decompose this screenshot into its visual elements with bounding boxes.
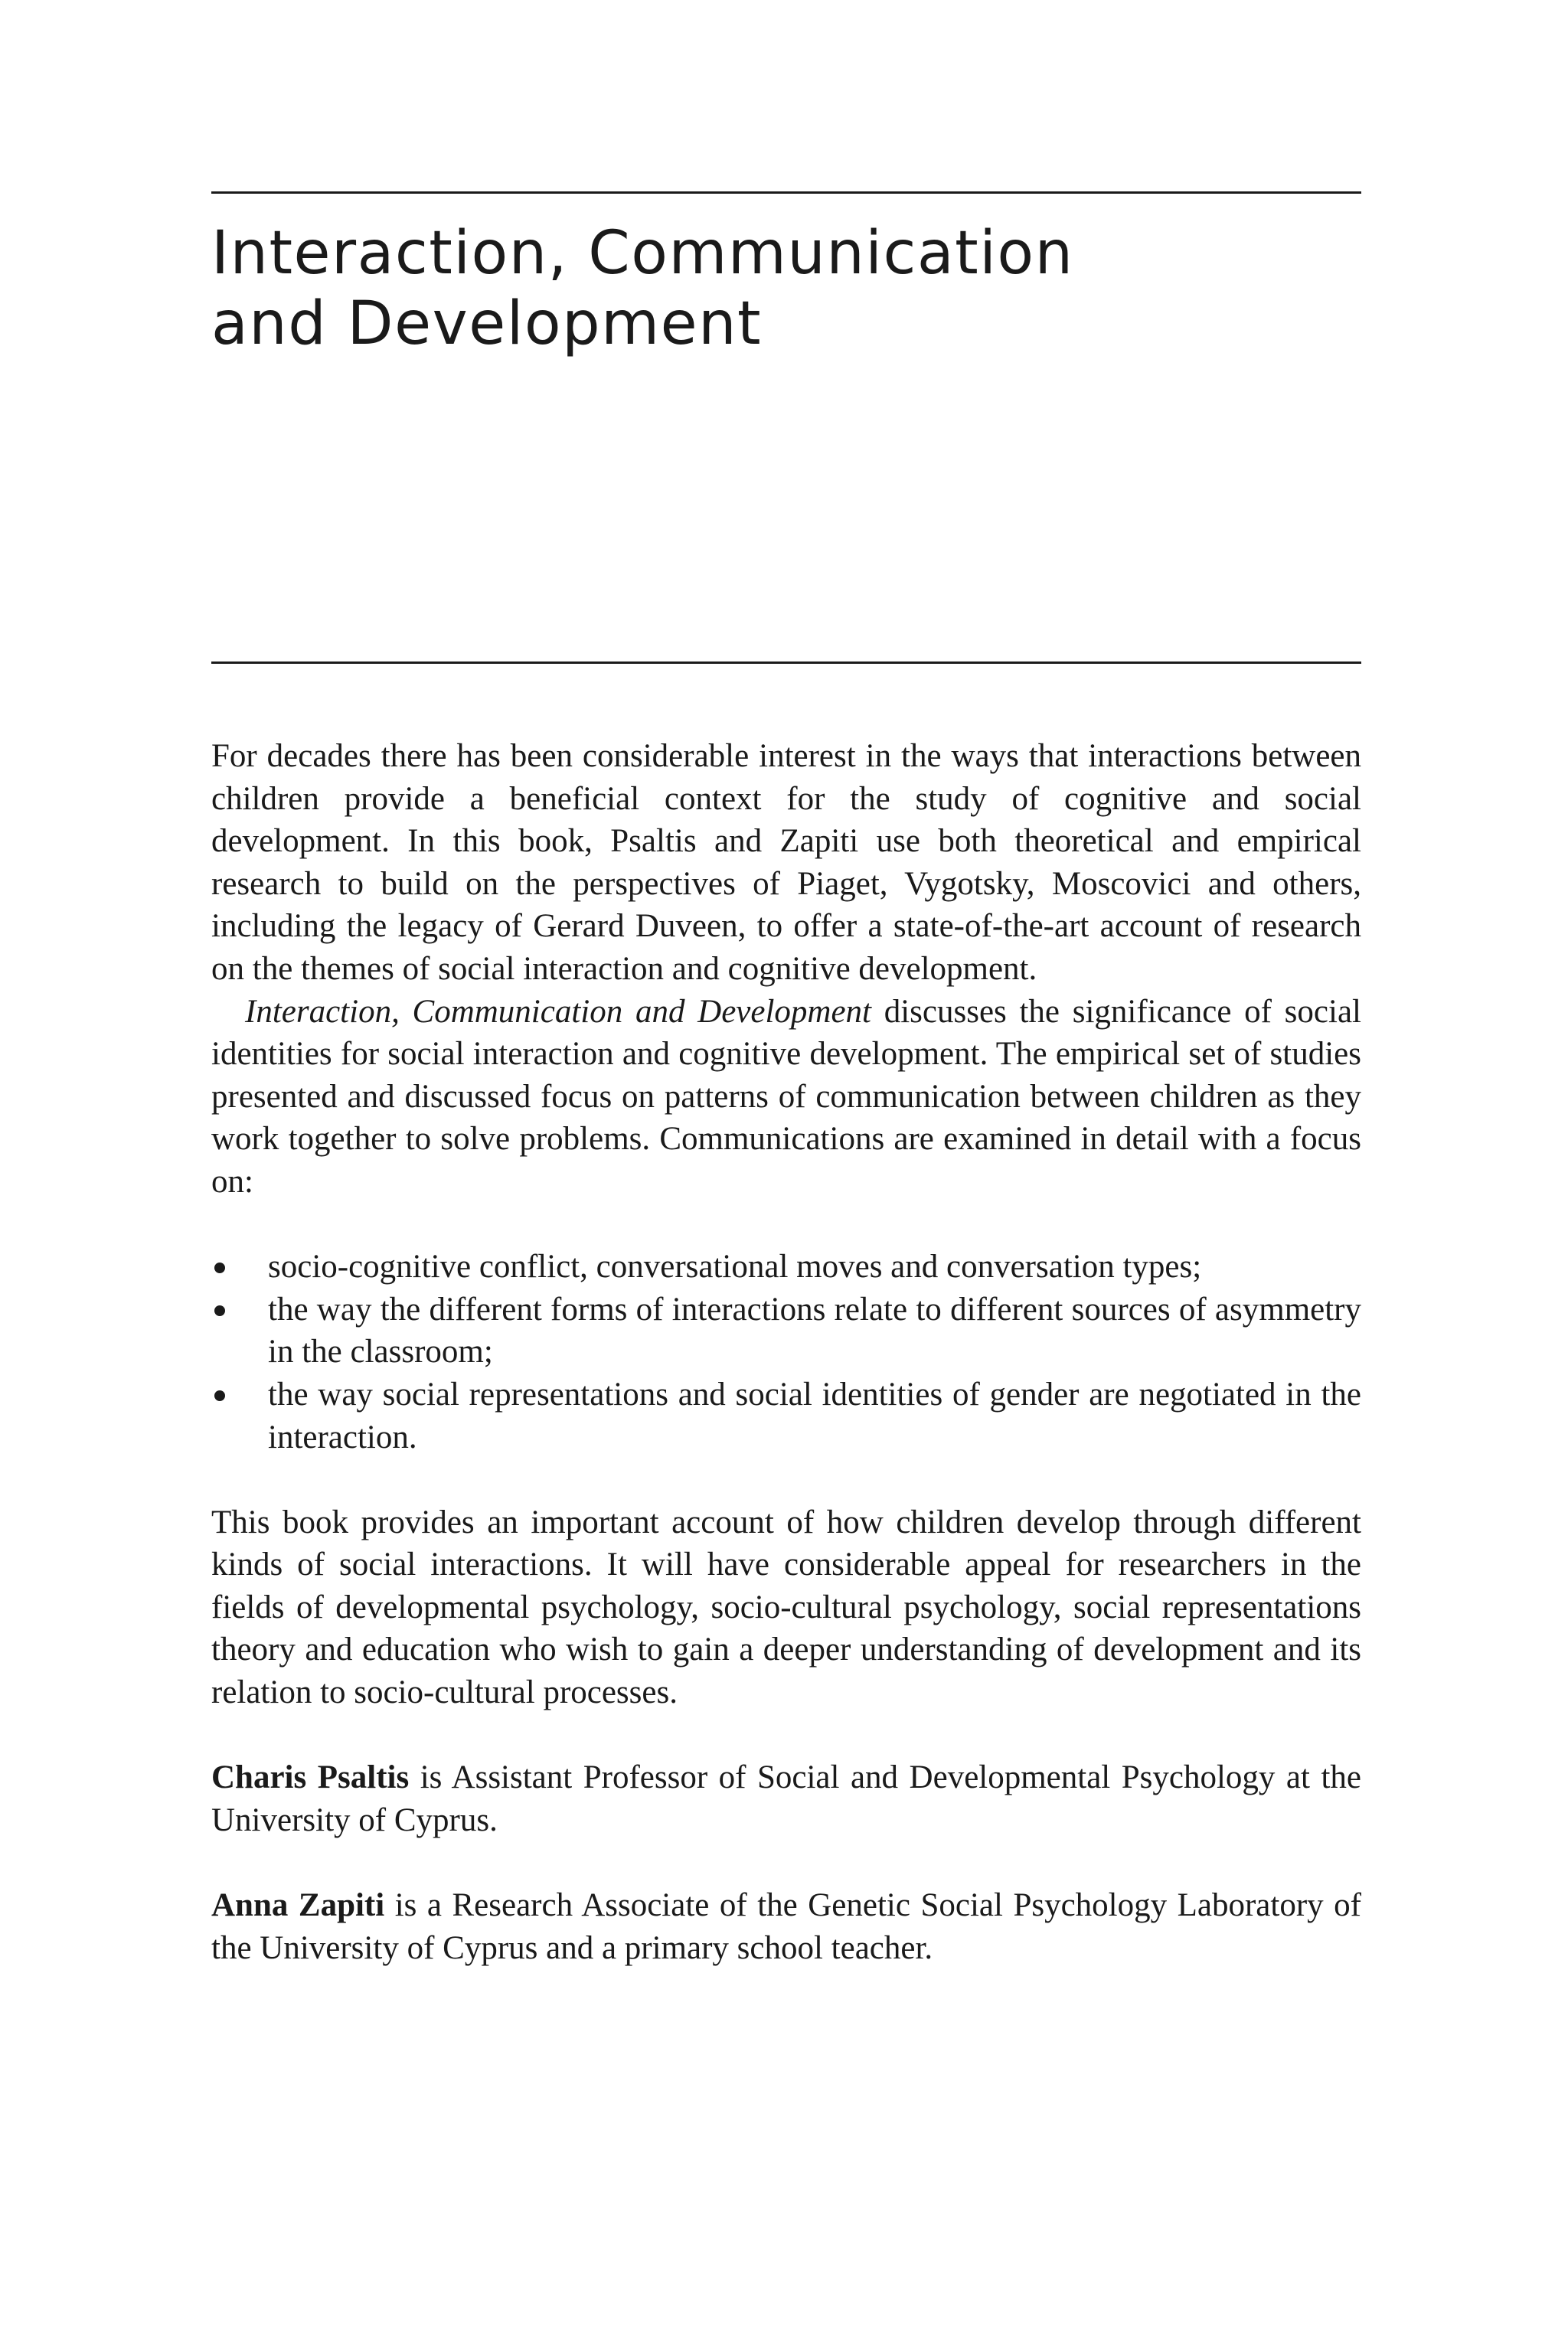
bottom-rule (211, 662, 1361, 664)
bullet-icon (214, 1305, 225, 1316)
book-description (211, 735, 1361, 1969)
focus-list (211, 1246, 1361, 1459)
bullet-icon (214, 1390, 225, 1401)
book-title-line-2: and Development (211, 289, 763, 358)
italic-book-title: Interaction, Communication and Development (245, 993, 871, 1030)
focus-paragraph (211, 991, 1361, 1204)
top-rule (211, 191, 1361, 194)
author-bio-text: is Assistant Professor of Social and Developmental Psychology at the University of Cyprus. (211, 1759, 1361, 1838)
bullet-icon (214, 1263, 225, 1273)
list-item: the way the different forms of interactions relate to different sources of asymmetry in the classroom; (211, 1289, 1361, 1374)
book-title-line-1: Interaction, Communication (211, 219, 1074, 288)
appeal-paragraph: This book provides an important account of how children develop through different kinds of social interactions. It will have considerable appeal for researchers in the fields of developmental psychology, socio-cultural psychology, social representations theory and education who wish to gain a deeper understanding of development and its relation to socio-cultural processes. (211, 1504, 1361, 1711)
author-bio-psaltis (211, 1756, 1361, 1841)
author-name: Charis Psaltis (211, 1759, 410, 1796)
focus-paragraph-text: discusses the significance of social identities for social interaction and cognitive development. The empirical set of studies presented and discussed focus on patterns of communication between children as they work together to solve problems. Communications are examined in detail with a focus on: (211, 993, 1361, 1200)
book-title (211, 218, 1074, 359)
author-bio-zapiti (211, 1884, 1361, 1969)
list-item: socio-cognitive conflict, conversational moves and conversation types; (211, 1246, 1361, 1289)
author-name: Anna Zapiti (211, 1887, 385, 1924)
author-bio-text: is a Research Associate of the Genetic Social Psychology Laboratory of the University of Cyprus and a primary school teacher. (211, 1887, 1361, 1966)
intro-paragraph: For decades there has been considerable interest in the ways that interactions between children provide a beneficial context for the study of cognitive and social development. In this book, Psaltis and Zapiti use both theoretical and empirical research to build on the perspectives of Piaget, Vygotsky, Moscovici and others, including the legacy of Gerard Duveen, to offer a state-of-the-art account of research on the themes of social interaction and cognitive development. (211, 738, 1361, 987)
list-item: the way social representations and social identities of gender are negotiated in the interaction. (211, 1374, 1361, 1459)
